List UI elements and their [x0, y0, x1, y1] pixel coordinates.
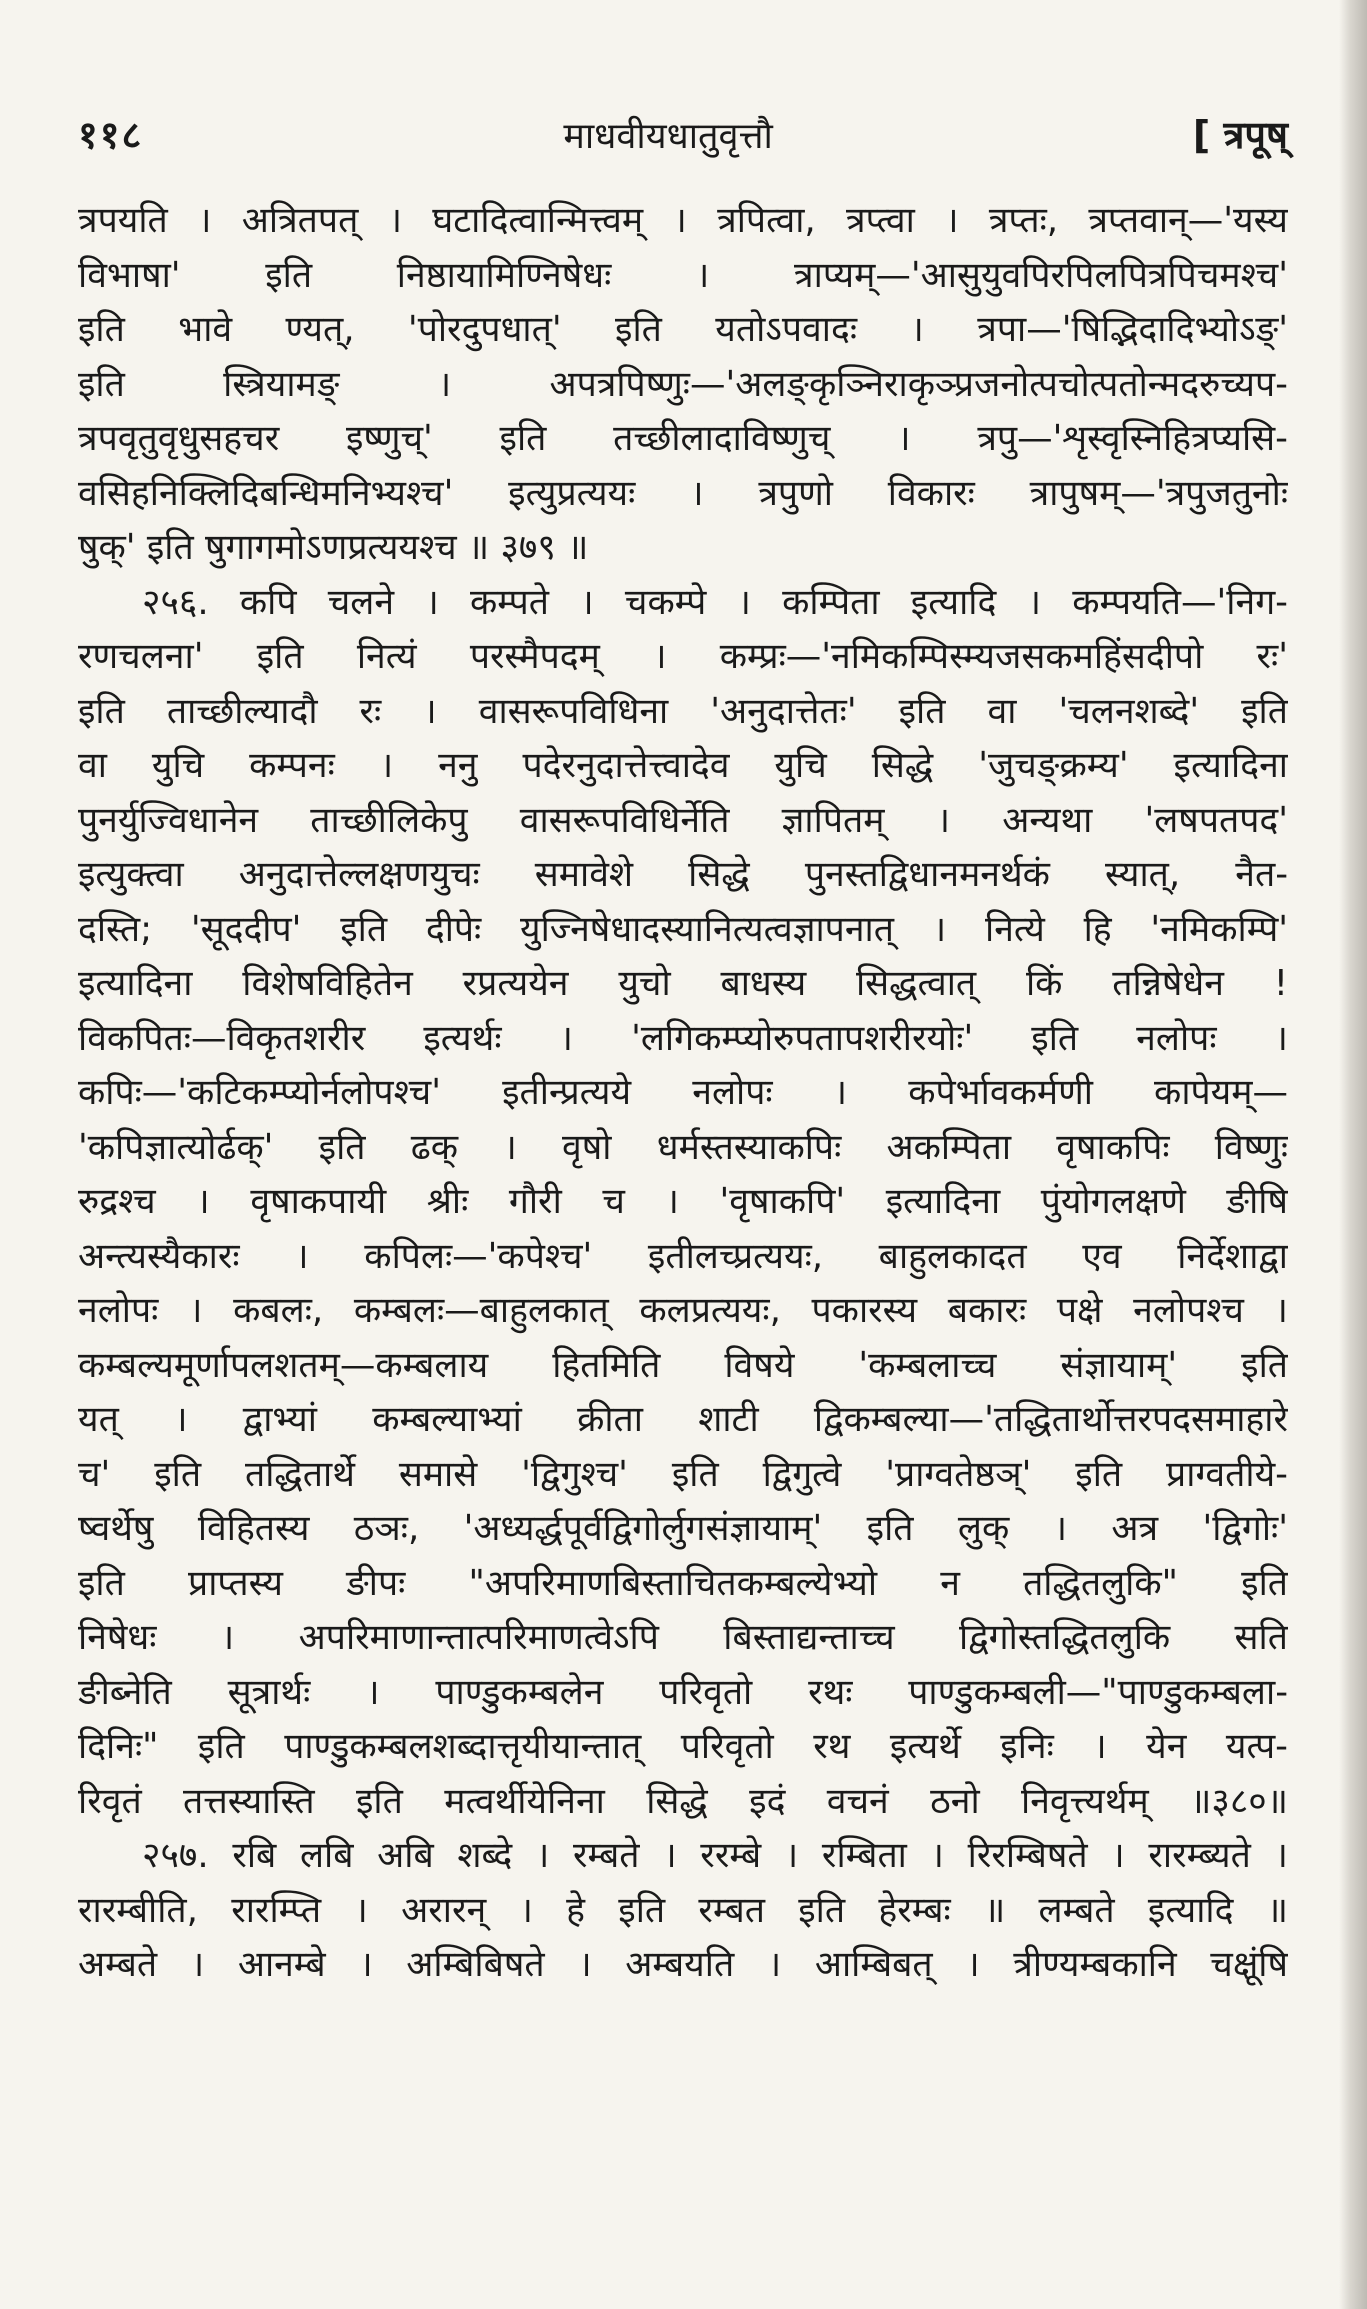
paragraph-start-line: २५७. रबि लबि अबि शब्दे । रम्बते । ररम्बे । रम्बिता । रिरम्बिषते । रारम्ब्यते । [142, 1835, 1288, 1876]
text-line: कम्बल्यमूर्णापलशतम्—कम्बलाय हितमिति विषये 'कम्बलाच्च संज्ञायाम्' इति [78, 1344, 1288, 1386]
book-page [78, 108, 1288, 1993]
text-line: इति भावे ण्यत्, 'पोरदुपधात्' इति यतोऽपवादः । त्रपा—'षिद्भिदादिभ्योऽङ्' [78, 309, 1288, 350]
text-line: रणचलना' इति नित्यं परस्मैपदम् । कम्प्रः—'नमिकम्पिस्म्यजसकमहिंसदीपो रः' [78, 636, 1288, 677]
text-line: दिनिः" इति पाण्डुकम्बलशब्दात्तृयीयान्तात् परिवृतो रथ इत्यर्थे इनिः । येन यत्प- [78, 1726, 1288, 1767]
text-line: इति स्त्रियामङ् । अपत्रपिष्णुः—'अलङ्कृञ्निराकृञ्प्रजनोत्पचोत्पतोन्मदरुच्यप- [78, 363, 1288, 405]
text-line: वसिहनिक्लिदिबन्धिमनिभ्यश्च' इत्युप्रत्ययः । त्रपुणो विकारः त्रापुषम्—'त्रपुजतुनोः [78, 472, 1288, 514]
text-line: अम्बते । आनम्बे । अम्बिबिषते । अम्बयति । आम्बिबत् । त्रीण्यम्बकानि चक्षूंषि [78, 1944, 1288, 1985]
running-title: माधवीयधातुवृत्तौ [563, 116, 773, 157]
text-line: षुक्' इति षुगागमोऽणप्रत्ययश्च ॥ ३७९ ॥ [78, 527, 589, 568]
text-line: इति ताच्छील्यादौ रः । वासरूपविधिना 'अनुदात्तेतः' इति वा 'चलनशब्दे' इति [78, 690, 1288, 732]
page-header [78, 108, 1288, 168]
text-line: पुनर्युज्विधानेन ताच्छीलिकेपु वासरूपविधिर्नेति ज्ञापितम् । अन्यथा 'लषपतपद' [78, 799, 1288, 841]
text-line: नलोपः । कबलः, कम्बलः—बाहुलकात् कलप्रत्ययः, पकारस्य बकारः पक्षे नलोपश्च । [78, 1290, 1288, 1331]
text-line: यत् । द्वाभ्यां कम्बल्याभ्यां क्रीता शाटी द्विकम्बल्या—'तद्धितार्थोत्तरपदसमाहारे [78, 1399, 1288, 1440]
text-line: अन्त्यस्यैकारः । कपिलः—'कपेश्च' इतीलच्प्रत्ययः, बाहुलकादत एव निर्देशाद्वा [78, 1235, 1288, 1277]
page-body [78, 194, 1288, 1993]
text-line: 'कपिज्ञात्योर्ढक्' इति ढक् । वृषो धर्मस्तस्याकपिः अकम्पिता वृषाकपिः विष्णुः [78, 1126, 1288, 1168]
text-line: दस्ति; 'सूददीप' इति दीपेः युज्निषेधादस्यानित्यत्वज्ञापनात् । नित्ये हि 'नमिकम्पि' [78, 908, 1288, 950]
text-line: ङीब्नेति सूत्रार्थः । पाण्डुकम्बलेन परिवृतो रथः पाण्डुकम्बली—"पाण्डुकम्बला- [78, 1671, 1288, 1713]
text-line: विकपितः—विकृतशरीर इत्यर्थः । 'लगिकम्प्योरुपतापशरीरयोः' इति नलोपः । [78, 1017, 1288, 1059]
paragraph-start-line: २५६. कपि चलने । कम्पते । चकम्पे । कम्पिता इत्यादि । कम्पयति—'निग- [142, 581, 1288, 623]
book-spine-shadow [1339, 0, 1367, 2309]
text-line: इत्युक्त्वा अनुदात्तेल्लक्षणयुचः समावेशे सिद्धे पुनस्तद्विधानमनर्थकं स्यात्, नैत- [78, 854, 1288, 895]
text-line: निषेधः । अपरिमाणान्तात्परिमाणत्वेऽपि बिस्ताद्यन्ताच्च द्विगोस्तद्धितलुकि सति [78, 1617, 1288, 1658]
text-line: कपिः—'कटिकम्प्योर्नलोपश्च' इतीन्प्रत्यये नलोपः । कपेर्भावकर्मणी कापेयम्— [78, 1072, 1288, 1113]
text-line: इति प्राप्तस्य ङीपः "अपरिमाणबिस्ताचितकम्बल्येभ्यो न तद्धितलुकि" इति [78, 1562, 1288, 1604]
page-number: ११८ [78, 113, 144, 157]
text-line: विभाषा' इति निष्ठायामिण्निषेधः । त्राप्यम्—'आसुयुवपिरपिलपित्रपिचमश्च' [78, 254, 1288, 296]
text-line: रिवृतं तत्तस्यास्ति इति मत्वर्थीयेनिना सिद्धे इदं वचनं ठनो निवृत्त्यर्थम् ॥३८०॥ [78, 1780, 1288, 1822]
section-catchword: [ त्रपूष् [1192, 113, 1288, 157]
text-line: त्रपवृतुवृधुसहचर इष्णुच्' इति तच्छीलादाविष्णुच् । त्रपु—'शृस्वृस्निहित्रप्यसि- [78, 418, 1288, 459]
text-line: ष्वर्थेषु विहितस्य ठञः, 'अध्यर्द्धपूर्वद्विगोर्लुगसंज्ञायाम्' इति लुक् । अत्र 'द्विगोः' [78, 1508, 1288, 1549]
text-line: इत्यादिना विशेषविहितेन रप्रत्ययेन युचो बाधस्य सिद्धत्वात् किं तन्निषेधेन ! [78, 963, 1288, 1004]
text-line: त्रपयति । अत्रितपत् । घटादित्वान्मित्त्वम् । त्रपित्वा, त्रप्त्वा । त्रप्तः, त्रप्तवान्—'यस्य [78, 200, 1288, 241]
text-line: रारम्बीति, रारम्प्ति । अरारन् । हे इति रम्बत इति हेरम्बः ॥ लम्बते इत्यादि ॥ [78, 1889, 1288, 1931]
text-line: रुद्रश्च । वृषाकपायी श्रीः गौरी च । 'वृषाकपि' इत्यादिना पुंयोगलक्षणे ङीषि [78, 1181, 1288, 1222]
text-line: च' इति तद्धितार्थे समासे 'द्विगुश्च' इति द्विगुत्वे 'प्राग्वतेष्ठञ्' इति प्राग्वतीये- [78, 1453, 1288, 1495]
text-line: वा युचि कम्पनः । ननु पदेरनुदात्तेत्त्वादेव युचि सिद्धे 'जुचङ्क्रम्य' इत्यादिना [78, 745, 1288, 786]
